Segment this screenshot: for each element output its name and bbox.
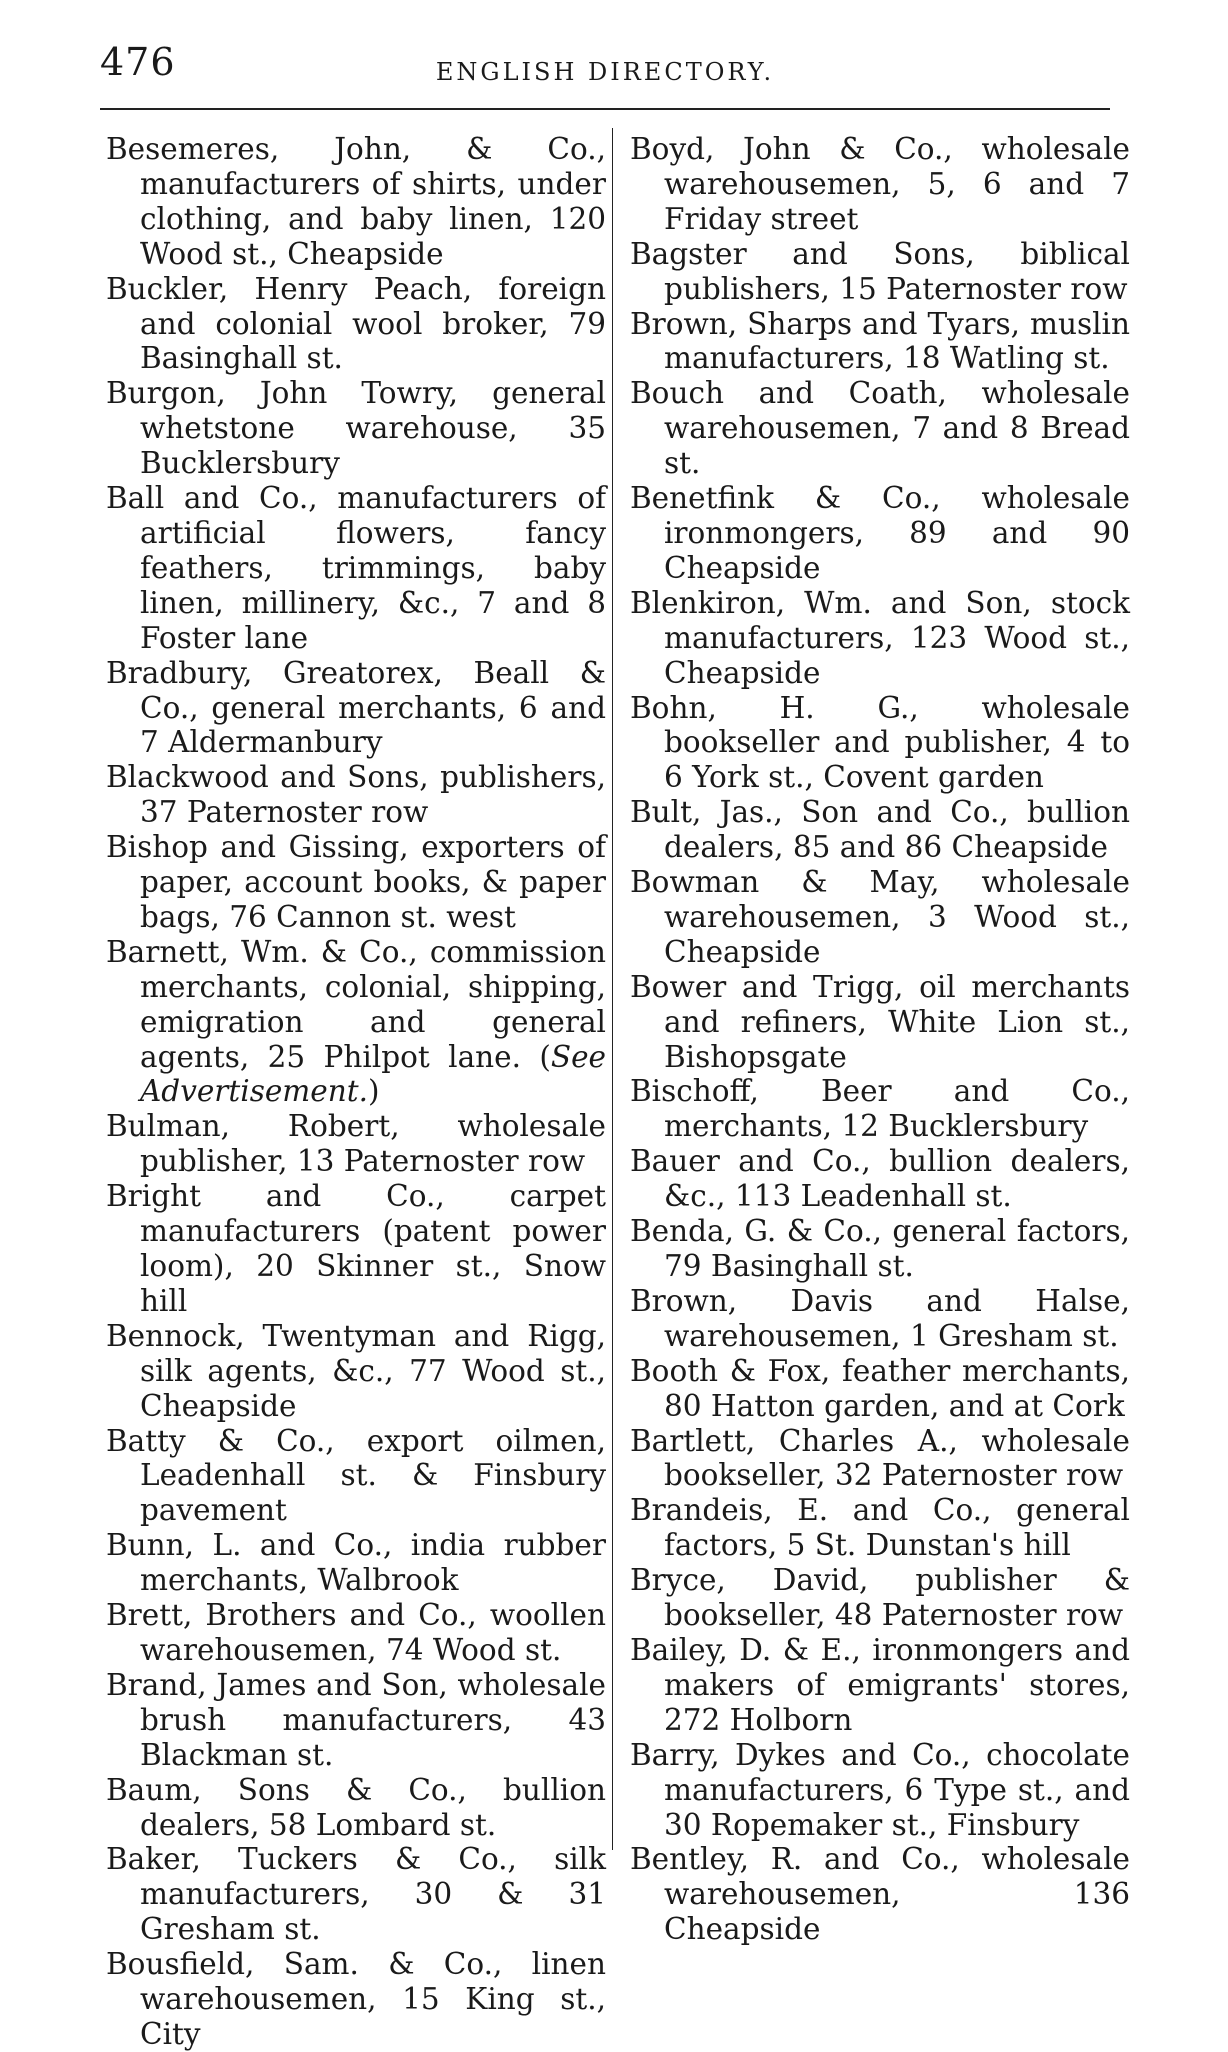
entry-trailing-text: )	[367, 1074, 380, 1109]
entry-text: Barry, Dykes and Co., chocolate manufacturers, 6 Type st., and 30 Ropemaker st., Finsbury	[630, 1737, 1130, 1842]
directory-entry	[106, 1528, 606, 1598]
directory-entry	[630, 1633, 1130, 1738]
entry-text: Buckler, Henry Peach, foreign and colonial wool broker, 79 Basinghall st.	[106, 271, 606, 376]
entry-text: Bryce, David, publisher & bookseller, 48 Paternoster row	[630, 1563, 1130, 1633]
entry-text: Bauer and Co., bullion dealers, &c., 113 Leadenhall st.	[630, 1144, 1130, 1214]
entry-text: Brown, Davis and Halse, warehousemen, 1 Gresham st.	[630, 1283, 1130, 1353]
right-column	[630, 132, 1130, 1947]
entry-text: Baker, Tuckers & Co., silk manufacturers, 30 & 31 Gresham st.	[106, 1842, 606, 1947]
directory-entry	[630, 970, 1130, 1075]
page-number: 476	[100, 40, 176, 84]
entry-text: Blackwood and Sons, publishers, 37 Paternoster row	[106, 760, 606, 830]
directory-entry	[630, 795, 1130, 865]
directory-entry	[630, 865, 1130, 970]
directory-entry	[106, 760, 606, 830]
directory-entry	[630, 1738, 1130, 1843]
entry-text: Bouch and Coath, wholesale warehousemen, 7 and 8 Bread st.	[630, 376, 1130, 481]
directory-entry	[630, 1493, 1130, 1563]
directory-entry	[106, 1773, 606, 1843]
directory-entry	[106, 1109, 606, 1179]
entry-text: Bennock, Twentyman and Rigg, silk agents, &c., 77 Wood st., Cheapside	[106, 1318, 606, 1423]
directory-entry	[106, 1947, 606, 2052]
entry-text: Bulman, Robert, wholesale publisher, 13 Paternoster row	[106, 1109, 606, 1179]
directory-entry	[630, 1424, 1130, 1494]
entry-text: Bischoff, Beer and Co., merchants, 12 Bucklersbury	[630, 1074, 1130, 1144]
directory-entry	[630, 1214, 1130, 1284]
directory-entry	[106, 376, 606, 481]
directory-entry	[630, 1842, 1130, 1947]
entry-text: Blenkiron, Wm. and Son, stock manufacturers, 123 Wood st., Cheapside	[630, 585, 1130, 690]
directory-entry	[630, 307, 1130, 377]
directory-entry	[630, 1354, 1130, 1424]
directory-entry	[630, 1074, 1130, 1144]
entry-text: Bousfield, Sam. & Co., linen warehousemen, 15 King st., City	[106, 1947, 606, 2051]
entry-italic-text: See Advertisement.	[140, 1039, 606, 1109]
entry-text: Brown, Sharps and Tyars, muslin manufacturers, 18 Watling st.	[630, 306, 1130, 376]
entry-text: Besemeres, John, & Co., manufacturers of shirts, under clothing, and baby linen, 120 Wood st., Cheapside	[106, 132, 606, 271]
header-rule	[100, 108, 1110, 110]
running-title: ENGLISH DIRECTORY.	[435, 58, 775, 86]
directory-entry	[630, 586, 1130, 691]
entry-text: Bowman & May, wholesale warehousemen, 3 Wood st., Cheapside	[630, 865, 1130, 969]
entry-text: Boyd, John & Co., wholesale warehousemen, 5, 6 and 7 Friday street	[630, 132, 1130, 236]
entry-text: Bult, Jas., Son and Co., bullion dealers, 85 and 86 Cheapside	[630, 795, 1130, 865]
directory-entry	[106, 1319, 606, 1424]
entry-text: Benetfink & Co., wholesale ironmongers, 89 and 90 Cheapside	[630, 481, 1130, 585]
entry-text: Bartlett, Charles A., wholesale bookseller, 32 Paternoster row	[630, 1423, 1130, 1493]
directory-entry	[630, 1144, 1130, 1214]
entry-text: Bailey, D. & E., ironmongers and makers of emigrants' stores, 272 Holborn	[630, 1632, 1130, 1737]
entry-text: Batty & Co., export oilmen, Leadenhall st. & Finsbury pavement	[106, 1423, 606, 1528]
entry-text: Burgon, John Towry, general whetstone warehouse, 35 Bucklersbury	[106, 376, 606, 481]
entry-text: Bunn, L. and Co., india rubber merchants, Walbrook	[106, 1528, 606, 1598]
directory-entry	[630, 1284, 1130, 1354]
entry-text: Booth & Fox, feather merchants, 80 Hatton garden, and at Cork	[630, 1353, 1130, 1423]
entry-text: Brand, James and Son, wholesale brush manufacturers, 43 Blackman st.	[106, 1667, 606, 1772]
entry-text: Brett, Brothers and Co., woollen warehousemen, 74 Wood st.	[106, 1598, 606, 1667]
entry-text: Bohn, H. G., wholesale bookseller and publisher, 4 to 6 York st., Covent garden	[630, 690, 1130, 795]
page-header	[100, 40, 1110, 100]
directory-entry	[106, 830, 606, 935]
entry-text: Brandeis, E. and Co., general factors, 5 St. Dunstan's hill	[630, 1493, 1130, 1563]
directory-entry	[630, 1563, 1130, 1633]
entry-text: Bower and Trigg, oil merchants and refiners, White Lion st., Bishopsgate	[630, 969, 1130, 1074]
directory-entry	[106, 481, 606, 656]
entry-text: Bradbury, Greatorex, Beall & Co., general merchants, 6 and 7 Aldermanbury	[106, 655, 606, 760]
directory-entry	[106, 1179, 606, 1319]
left-column	[106, 132, 606, 2052]
directory-entry	[630, 237, 1130, 307]
directory-entry	[106, 1424, 606, 1529]
directory-entry	[106, 132, 606, 272]
column-divider	[612, 128, 613, 1850]
entry-text: Bright and Co., carpet manufacturers (patent power loom), 20 Skinner st., Snow hill	[106, 1179, 606, 1318]
directory-entry	[106, 272, 606, 377]
entry-text: Benda, G. & Co., general factors, 79 Basinghall st.	[630, 1214, 1130, 1283]
directory-entry	[106, 935, 606, 1110]
entry-text: Bagster and Sons, biblical publishers, 15 Paternoster row	[630, 236, 1130, 306]
entry-text: Barnett, Wm. & Co., commission merchants, colonial, shipping, emigration and general agents, 25 Philpot lane. (	[106, 934, 606, 1074]
entry-text: Bentley, R. and Co., wholesale warehousemen, 136 Cheapside	[630, 1842, 1130, 1947]
directory-entry	[630, 481, 1130, 586]
entry-text: Ball and Co., manufacturers of artificial flowers, fancy feathers, trimmings, baby linen, millinery, &c., 7 and 8 Foster lane	[106, 481, 606, 655]
entry-text: Bishop and Gissing, exporters of paper, account books, & paper bags, 76 Cannon st. west	[106, 830, 606, 934]
directory-entry	[106, 656, 606, 761]
directory-entry	[630, 376, 1130, 481]
directory-entry	[630, 691, 1130, 796]
directory-entry	[630, 132, 1130, 237]
directory-entry	[106, 1842, 606, 1947]
entry-text: Baum, Sons & Co., bullion dealers, 58 Lombard st.	[106, 1772, 606, 1842]
directory-entry	[106, 1598, 606, 1668]
directory-entry	[106, 1668, 606, 1773]
